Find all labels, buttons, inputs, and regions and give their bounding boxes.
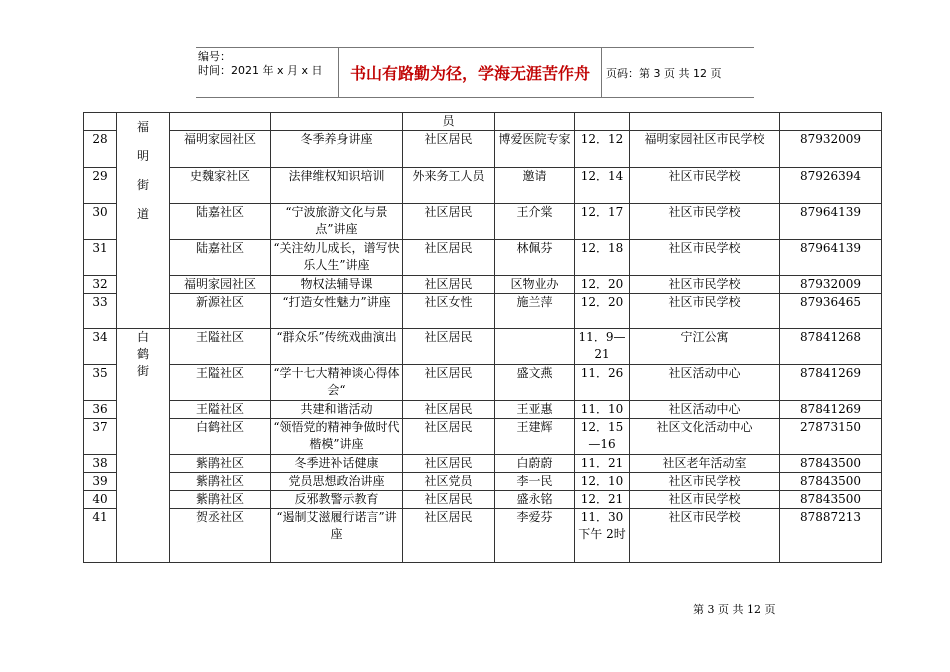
title-cell: 党员思想政治讲座 (271, 473, 403, 491)
table-row (84, 294, 882, 329)
row-number-cell: 33 (84, 294, 117, 329)
title-cell: “打造女性魅力”讲座 (271, 294, 403, 329)
speaker-cell: 李一民 (495, 473, 575, 491)
title-cell: “学十七大精神谈心得体会“ (271, 365, 403, 401)
header-meta (198, 50, 338, 95)
continuation-text: 员 (403, 113, 495, 131)
community-cell: 紫鹃社区 (170, 491, 271, 509)
phone-cell: 87841269 (780, 401, 882, 419)
audience-cell: 社区居民 (403, 276, 495, 294)
row-number-cell: 32 (84, 276, 117, 294)
title-cell: 反邪教警示教育 (271, 491, 403, 509)
venue-cell: 社区市民学校 (630, 491, 780, 509)
phone-cell: 87964139 (780, 240, 882, 276)
table-row (84, 131, 882, 168)
date-cell: 12．18 (575, 240, 630, 276)
phone-cell: 87841269 (780, 365, 882, 401)
community-cell: 陆嘉社区 (170, 204, 271, 240)
community-cell: 紫鹃社区 (170, 455, 271, 473)
audience-cell: 社区居民 (403, 509, 495, 563)
venue-cell: 社区文化活动中心 (630, 419, 780, 455)
venue-cell: 社区市民学校 (630, 240, 780, 276)
phone-cell: 87887213 (780, 509, 882, 563)
venue-cell: 福明家园社区市民学校 (630, 131, 780, 168)
date-cell: 12．15—16 (575, 419, 630, 455)
table-row (84, 240, 882, 276)
table-row (84, 329, 882, 365)
group-label (119, 329, 167, 380)
date-cell: 12．21 (575, 491, 630, 509)
date-cell: 12．20 (575, 276, 630, 294)
phone-cell: 87926394 (780, 168, 882, 204)
header-motto: 书山有路勤为径，学海无涯苦作舟 (338, 48, 602, 97)
group-cell-continued (117, 113, 170, 329)
date-cell: 11．10 (575, 401, 630, 419)
row-number-cell: 35 (84, 365, 117, 401)
title-cell: 冬季养身讲座 (271, 131, 403, 168)
row-number-cell: 41 (84, 509, 117, 563)
row-number-cell: 40 (84, 491, 117, 509)
table-row (84, 491, 882, 509)
group-label-char: 鹤 (136, 347, 149, 361)
audience-cell: 社区居民 (403, 131, 495, 168)
group-label-char: 明 (136, 149, 149, 163)
title-cell: 共建和谐活动 (271, 401, 403, 419)
community-cell: 史魏家社区 (170, 168, 271, 204)
row-number-cell: 37 (84, 419, 117, 455)
speaker-cell: 林佩芬 (495, 240, 575, 276)
speaker-cell: 盛永铭 (495, 491, 575, 509)
community-cell: 白鹤社区 (170, 419, 271, 455)
group-label-char: 道 (136, 207, 149, 221)
speaker-cell: 王亚惠 (495, 401, 575, 419)
table-row (84, 276, 882, 294)
activity-table-body (84, 113, 882, 563)
activity-table (83, 112, 882, 563)
group-label-char: 福 (136, 120, 149, 134)
audience-cell: 社区居民 (403, 240, 495, 276)
table-row (84, 168, 882, 204)
community-cell: 紫鹃社区 (170, 473, 271, 491)
speaker-cell: 盛文燕 (495, 365, 575, 401)
title-cell: 冬季进补话健康 (271, 455, 403, 473)
continuation-row (84, 113, 882, 131)
venue-cell: 社区市民学校 (630, 473, 780, 491)
phone-cell: 27873150 (780, 419, 882, 455)
table-row (84, 473, 882, 491)
group-label-char: 街 (136, 364, 149, 378)
phone-cell: 87843500 (780, 455, 882, 473)
audience-cell: 社区女性 (403, 294, 495, 329)
date-cell: 11．30下午 2时 (575, 509, 630, 563)
table-row (84, 455, 882, 473)
phone-cell: 87932009 (780, 131, 882, 168)
phone-cell: 87843500 (780, 491, 882, 509)
phone-cell: 87932009 (780, 276, 882, 294)
page-footer: 第 3 页 共 12 页 (693, 603, 776, 616)
title-cell: “遏制艾滋履行诺言”讲座 (271, 509, 403, 563)
venue-cell: 社区活动中心 (630, 365, 780, 401)
date-cell: 12．14 (575, 168, 630, 204)
audience-cell: 社区居民 (403, 455, 495, 473)
venue-cell: 社区老年活动室 (630, 455, 780, 473)
row-number-cell: 34 (84, 329, 117, 365)
speaker-cell: 邀请 (495, 168, 575, 204)
date-cell: 12．17 (575, 204, 630, 240)
venue-cell: 宁江公寓 (630, 329, 780, 365)
date-cell: 11．26 (575, 365, 630, 401)
phone-cell: 87936465 (780, 294, 882, 329)
audience-cell: 社区居民 (403, 365, 495, 401)
title-cell: 法律维权知识培训 (271, 168, 403, 204)
title-cell: “群众乐”传统戏曲演出 (271, 329, 403, 365)
row-number-cell: 39 (84, 473, 117, 491)
community-cell: 贺丞社区 (170, 509, 271, 563)
row-number-cell: 38 (84, 455, 117, 473)
speaker-cell: 博爱医院专家 (495, 131, 575, 168)
community-cell: 福明家园社区 (170, 276, 271, 294)
speaker-cell: 白蔚蔚 (495, 455, 575, 473)
phone-cell: 87964139 (780, 204, 882, 240)
community-cell: 福明家园社区 (170, 131, 271, 168)
phone-cell: 87841268 (780, 329, 882, 365)
date-cell: 11．21 (575, 455, 630, 473)
table-row (84, 365, 882, 401)
group-label-char: 街 (136, 178, 149, 192)
community-cell: 王隘社区 (170, 329, 271, 365)
date-cell: 12．10 (575, 473, 630, 491)
speaker-cell: 区物业办 (495, 276, 575, 294)
header-time-label: 时间：2021 年 x 月 x 日 (198, 64, 323, 77)
table-row (84, 204, 882, 240)
title-cell: “宁波旅游文化与景点”讲座 (271, 204, 403, 240)
table-row (84, 419, 882, 455)
date-cell: 11．9—21 (575, 329, 630, 365)
row-number-cell: 30 (84, 204, 117, 240)
group-label (119, 113, 167, 229)
date-cell: 12．20 (575, 294, 630, 329)
page-header (196, 47, 754, 98)
audience-cell: 社区党员 (403, 473, 495, 491)
title-cell: 物权法辅导课 (271, 276, 403, 294)
table-row (84, 509, 882, 563)
row-number-cell: 28 (84, 131, 117, 168)
venue-cell: 社区市民学校 (630, 168, 780, 204)
phone-cell: 87843500 (780, 473, 882, 491)
title-cell: “关注幼儿成长，谱写快乐人生”讲座 (271, 240, 403, 276)
speaker-cell: 李爱芬 (495, 509, 575, 563)
community-cell: 王隘社区 (170, 365, 271, 401)
table-row (84, 401, 882, 419)
date-cell: 12．12 (575, 131, 630, 168)
community-cell: 新源社区 (170, 294, 271, 329)
row-number-cell: 31 (84, 240, 117, 276)
header-page-label: 页码：第 3 页 共 12 页 (606, 66, 722, 80)
audience-cell: 社区居民 (403, 401, 495, 419)
group-cell (117, 329, 170, 563)
group-label-char: 白 (136, 330, 149, 344)
community-cell: 王隘社区 (170, 401, 271, 419)
title-cell: “领悟党的精神争做时代楷模”讲座 (271, 419, 403, 455)
row-number-cell: 29 (84, 168, 117, 204)
speaker-cell: 施兰萍 (495, 294, 575, 329)
speaker-cell: 王建辉 (495, 419, 575, 455)
venue-cell: 社区活动中心 (630, 401, 780, 419)
speaker-cell: 王介棠 (495, 204, 575, 240)
venue-cell: 社区市民学校 (630, 276, 780, 294)
venue-cell: 社区市民学校 (630, 294, 780, 329)
community-cell: 陆嘉社区 (170, 240, 271, 276)
venue-cell: 社区市民学校 (630, 509, 780, 563)
row-number-cell: 36 (84, 401, 117, 419)
speaker-cell (495, 329, 575, 365)
audience-cell: 社区居民 (403, 419, 495, 455)
audience-cell: 社区居民 (403, 204, 495, 240)
header-number-label: 编号： (198, 50, 231, 63)
audience-cell: 社区居民 (403, 491, 495, 509)
venue-cell: 社区市民学校 (630, 204, 780, 240)
audience-cell: 社区居民 (403, 329, 495, 365)
audience-cell: 外来务工人员 (403, 168, 495, 204)
